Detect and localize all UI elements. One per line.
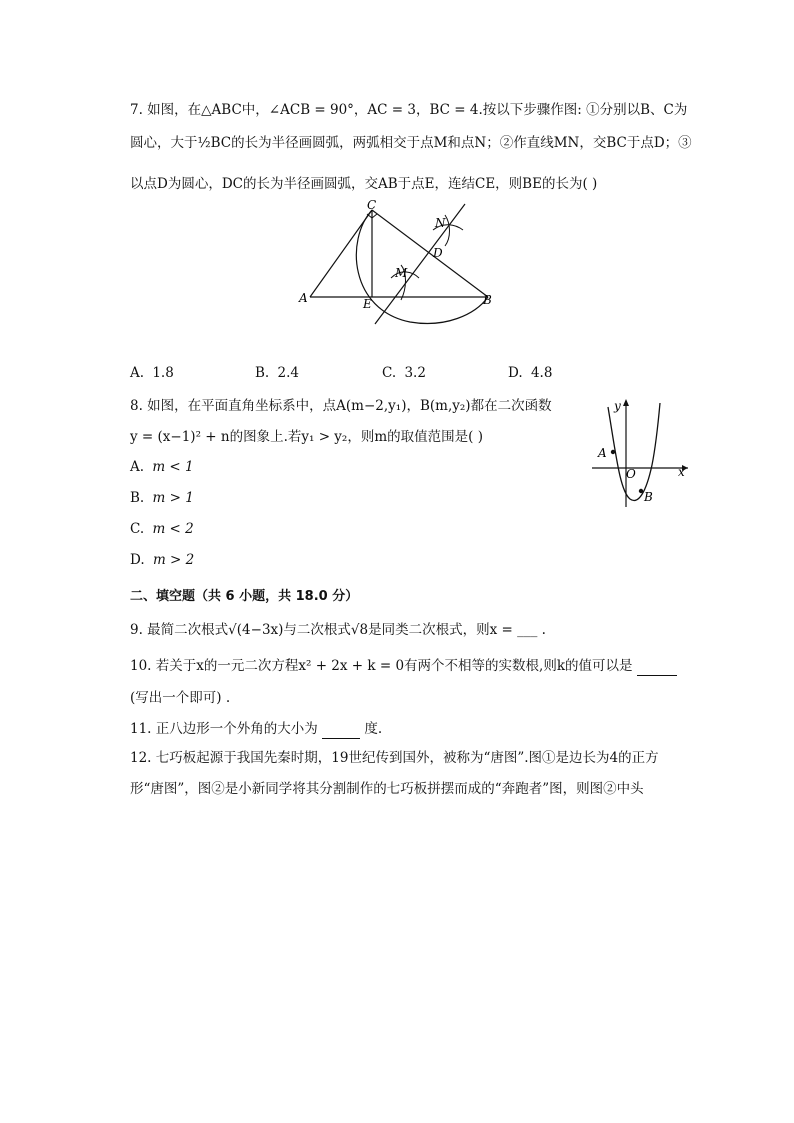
q11-answer-blank[interactable] bbox=[322, 724, 360, 739]
q8-option-b[interactable] bbox=[130, 490, 194, 506]
q11-text-before: 11. 正八边形一个外角的大小为 bbox=[130, 721, 318, 737]
q8-option-a[interactable] bbox=[130, 459, 194, 475]
option-value: 4.8 bbox=[530, 365, 553, 381]
q7-label-D: D bbox=[433, 246, 443, 260]
q8-label-A: A bbox=[598, 446, 607, 460]
q11-line bbox=[130, 719, 382, 739]
q7-label-A: A bbox=[299, 291, 308, 305]
q7-label-M: M bbox=[395, 266, 408, 280]
section-fill-in-header: 二、填空题（共 6 小题，共 18.0 分） bbox=[130, 589, 359, 604]
q7-label-N: N bbox=[435, 216, 446, 230]
q8-line-2: y = (x−1)² + n的图象上.若y₁ > y₂，则m的取值范围是( ) bbox=[130, 429, 483, 445]
q7-line-1: 7. 如图，在△ABC中，∠ACB = 90°，AC = 3，BC = 4.按以下步骤作图: ①分别以B、C为 bbox=[130, 102, 688, 118]
q10-text: 10. 若关于x的一元二次方程x² + 2x + k = 0有两个不相等的实数根,则k的值可以是 bbox=[130, 658, 633, 674]
q10-line-2: (写出一个即可) . bbox=[130, 690, 231, 706]
q8-option-d[interactable] bbox=[130, 552, 194, 568]
q12-line-2: 形“唐图”，图②是小新同学将其分割制作的七巧板拼摆而成的“奔跑者”图，则图②中头 bbox=[130, 781, 644, 797]
q8-label-B: B bbox=[644, 490, 653, 504]
q7-label-C: C bbox=[367, 200, 377, 212]
q7-option-c[interactable] bbox=[382, 365, 426, 381]
option-value: m < 1 bbox=[152, 459, 194, 475]
q8-option-c[interactable] bbox=[130, 521, 194, 537]
q7-option-d[interactable] bbox=[508, 365, 552, 381]
q8-label-y: y bbox=[614, 399, 621, 413]
q7-triangle-figure bbox=[295, 200, 505, 335]
option-letter: D. bbox=[130, 552, 145, 568]
q7-label-B: B bbox=[483, 293, 492, 307]
option-value: 1.8 bbox=[152, 365, 174, 381]
option-letter: B. bbox=[255, 365, 270, 381]
q7-line-3: 以点D为圆心，DC的长为半径画圆弧，交AB于点E，连结CE，则BE的长为( ) bbox=[130, 176, 598, 192]
option-letter: A. bbox=[130, 365, 145, 381]
option-value: m > 1 bbox=[152, 490, 194, 506]
q7-option-a[interactable] bbox=[130, 365, 174, 381]
q7-label-E: E bbox=[363, 297, 372, 311]
option-value: m < 2 bbox=[152, 521, 194, 537]
option-value: m > 2 bbox=[152, 552, 195, 568]
q7-option-b[interactable] bbox=[255, 365, 299, 381]
q10-answer-blank[interactable] bbox=[637, 661, 677, 676]
q8-parabola-figure bbox=[590, 395, 695, 510]
option-letter: A. bbox=[130, 459, 145, 475]
q9-line: 9. 最简二次根式√(4−3x)与二次根式√8是同类二次根式，则x = ___ . bbox=[130, 622, 546, 638]
option-letter: C. bbox=[382, 365, 397, 381]
q8-line-1: 8. 如图，在平面直角坐标系中，点A(m−2,y₁)，B(m,y₂)都在二次函数 bbox=[130, 398, 552, 414]
q12-line-1: 12. 七巧板起源于我国先秦时期，19世纪传到国外，被称为“唐图”.图①是边长为4的正方 bbox=[130, 750, 659, 766]
option-letter: C. bbox=[130, 521, 145, 537]
q8-label-x: x bbox=[678, 465, 685, 479]
option-value: 3.2 bbox=[404, 365, 426, 381]
q8-label-O: O bbox=[626, 467, 636, 481]
q10-line-1 bbox=[130, 656, 677, 676]
option-letter: D. bbox=[508, 365, 523, 381]
option-letter: B. bbox=[130, 490, 145, 506]
q11-text-after: 度. bbox=[364, 721, 383, 737]
option-value: 2.4 bbox=[277, 365, 299, 381]
q7-line-2: 圆心，大于½BC的长为半径画圆弧，两弧相交于点M和点N；②作直线MN，交BC于点D；③ bbox=[130, 135, 692, 151]
